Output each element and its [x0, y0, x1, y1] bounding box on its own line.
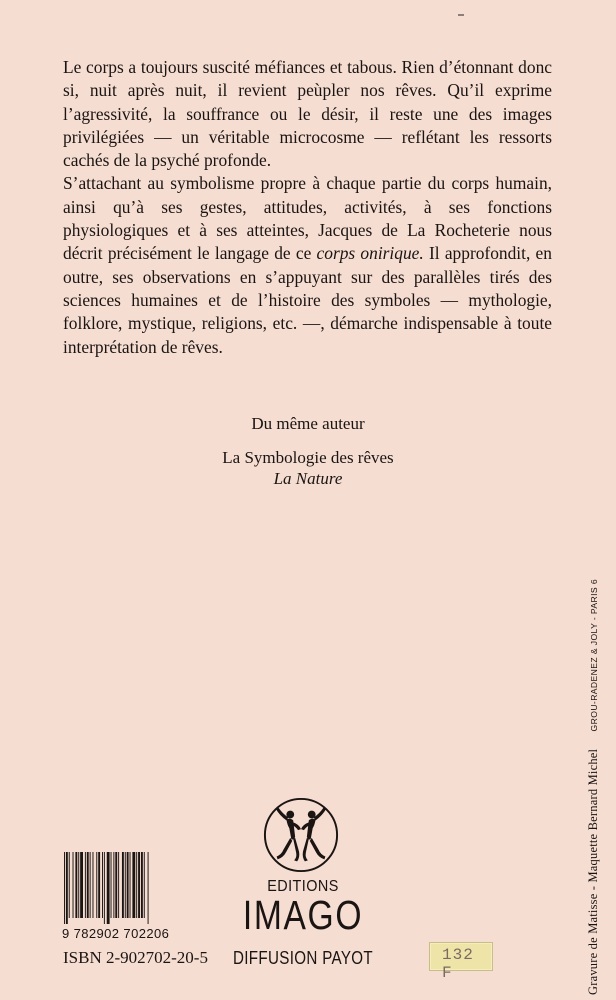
publisher-diffusion: DIFFUSION PAYOT	[232, 947, 374, 968]
barcode-bar	[107, 852, 110, 924]
publisher-imago: IMAGO	[242, 892, 364, 938]
blurb-italic-term: corps onirique.	[316, 243, 424, 264]
illustration-credit: Gravure de Matisse - Maquette Bernard Michel	[586, 748, 600, 995]
publisher-logo-icon	[262, 796, 340, 874]
barcode-bar	[93, 852, 94, 918]
barcode-bar	[104, 852, 105, 924]
isbn-label: ISBN 2-902702-20-5	[63, 948, 208, 967]
barcode-bar	[64, 852, 65, 924]
blurb-paragraph-2-text: S’attachant au symbolisme propre à chaque partie du corps humain, ainsi qu’à ses gestes, attitudes, activités, à ses fonctions physiologiques et à ses atteintes, Jacques de La Rocheterie nous décrit précisément le langage de ce	[63, 173, 552, 264]
barcode-bar	[75, 852, 77, 918]
barcode-bar	[98, 852, 100, 918]
barcode-bar	[78, 852, 79, 918]
side-credit	[586, 579, 601, 995]
barcode-bar	[80, 852, 83, 918]
barcode-bar	[136, 852, 137, 918]
barcode-bar	[148, 852, 149, 924]
barcode-bar	[127, 852, 129, 918]
also-by-heading: Du même auteur	[251, 414, 365, 433]
corner-mark	[458, 14, 464, 16]
back-cover-blurb	[63, 56, 552, 359]
barcode-bar	[69, 852, 70, 918]
barcode-bar	[144, 852, 145, 918]
barcode-bar	[141, 852, 143, 918]
barcode-bar	[73, 852, 74, 918]
barcode-bar	[130, 852, 131, 918]
blurb-paragraph-2-rest: Il approfondit, en outre, ses observations en s’appuyant sur des parallèles tirés des sciences humaines et de l’histoire des symboles — mythologie, folklore, mystique, religions, etc. —, démarche indispensable à toute interprétation de rêves.	[63, 243, 552, 357]
publisher-editions: EDITIONS	[267, 878, 339, 895]
barcode-bar	[118, 852, 119, 918]
price-label: 132 F	[442, 946, 474, 982]
blurb-paragraph-2	[63, 172, 552, 358]
barcode-bar	[113, 852, 114, 918]
barcode-bar	[111, 852, 112, 918]
printer-credit: GROU-RADENEZ & JOLY - PARIS 6	[589, 578, 599, 732]
also-by-title-2: La Nature	[273, 469, 343, 488]
barcode-bar	[122, 852, 124, 918]
barcode-bar	[138, 852, 140, 918]
barcode-bar	[90, 852, 91, 918]
blurb-paragraph-1: Le corps a toujours suscité méfiances et tabous. Rien d’étonnant donc si, nuit après nuit, il revient peùpler nos rêves. Qu’il exprime l’agressivité, la souffrance ou le désir, il reste une des images privilégiées — un véritable microcosme — reflétant les ressorts cachés de la psyché profonde.	[63, 57, 552, 171]
barcode-bar	[87, 852, 89, 918]
barcode-bar	[125, 852, 126, 918]
barcode-bar	[115, 852, 117, 918]
barcode-bar	[66, 852, 68, 924]
barcode-bar	[85, 852, 86, 918]
barcode-bar	[132, 852, 135, 918]
barcode	[64, 852, 172, 924]
barcode-bar	[96, 852, 97, 918]
barcode-bar	[102, 852, 103, 918]
price-sticker	[429, 942, 493, 982]
also-by-title-1: La Symbologie des rêves	[222, 448, 394, 467]
barcode-digits: 9 782902 702206	[62, 926, 170, 941]
